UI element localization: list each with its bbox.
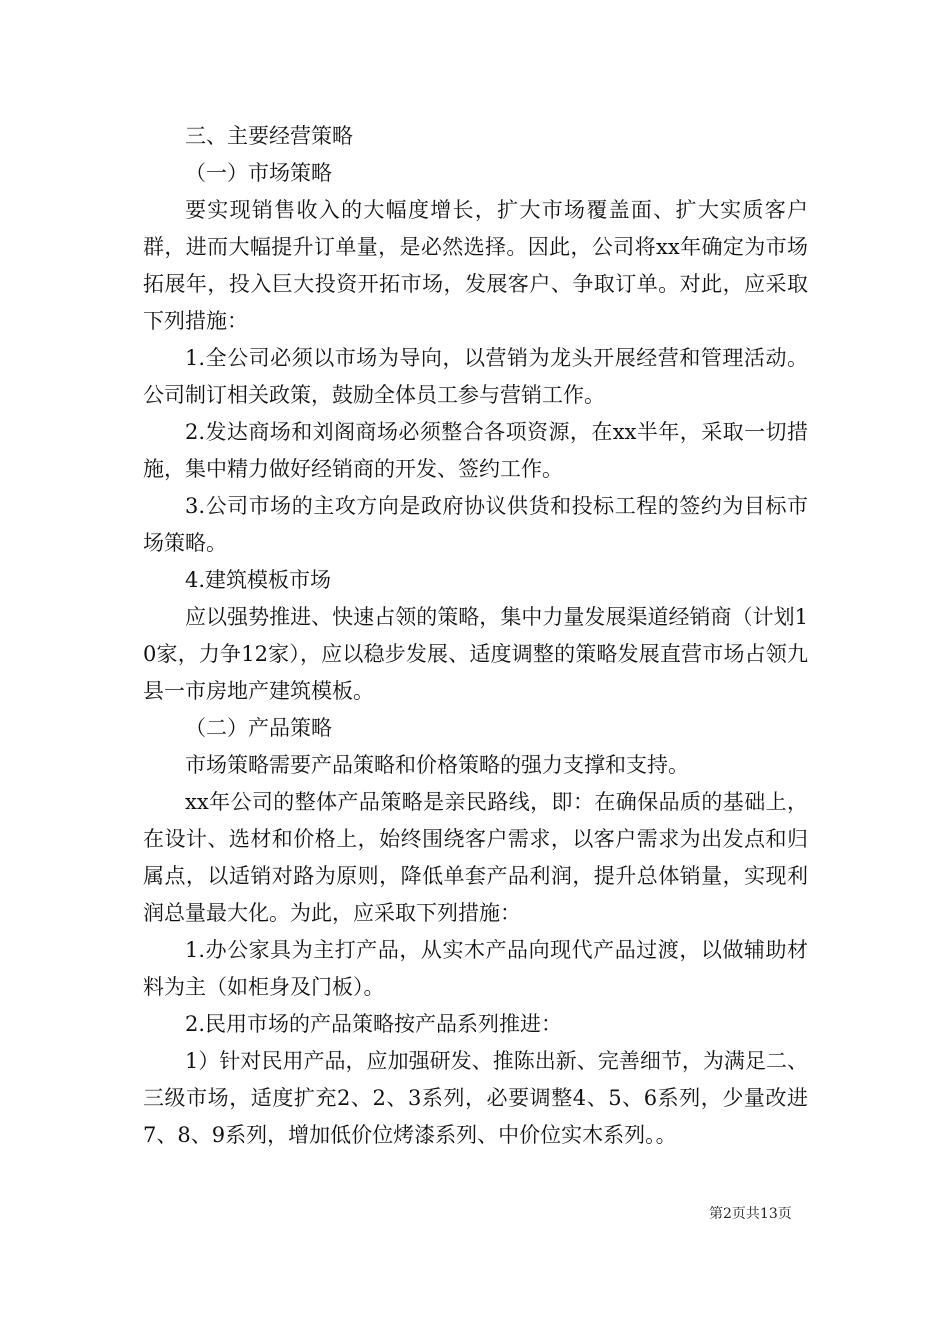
paragraph: 要实现销售收入的大幅度增长，扩大市场覆盖面、扩大实质客户群，进而大幅提升订单量，是必然选择。因此，公司将xx年确定为市场拓展年，投入巨大投资开拓市场，发展客户、争取订单。对此，应采取下列措施： xyxy=(143,198,808,333)
subsection-heading: （一）市场策略 xyxy=(185,161,332,185)
list-item: 1.办公家具为主打产品，从实木产品向现代产品过渡，以做辅助材料为主（如柜身及门板）。 xyxy=(143,938,808,999)
list-item: 1.全公司必须以市场为导向，以营销为龙头开展经营和管理活动。公司制订相关政策，鼓励全体员工参与营销工作。 xyxy=(143,346,808,407)
section-heading: 三、主要经营策略 xyxy=(185,124,353,148)
paragraph: 应以强势推进、快速占领的策略，集中力量发展渠道经销商（计划10家，力争12家），应以稳步发展、适度调整的策略发展直营市场占领九县一市房地产建筑模板。 xyxy=(143,605,808,703)
list-item: 2.发达商场和刘阁商场必须整合各项资源，在xx半年，采取一切措施，集中精力做好经销商的开发、签约工作。 xyxy=(143,420,808,481)
list-item: 4.建筑模板市场 xyxy=(185,568,332,592)
list-item: 3.公司市场的主攻方向是政府协议供货和投标工程的签约为目标市场策略。 xyxy=(143,494,808,555)
page-number: 第2页共13页 xyxy=(709,1206,792,1222)
list-item: 1）针对民用产品，应加强研发、推陈出新、完善细节，为满足二、三级市场，适度扩充2、2、3系列，必要调整4、5、6系列，少量改进7、8、9系列，增加低价位烤漆系列、中价位实木系列。。 xyxy=(143,1049,808,1147)
paragraph: xx年公司的整体产品策略是亲民路线，即：在确保品质的基础上，在设计、选材和价格上，始终围绕客户需求，以客户需求为出发点和归属点，以适销对路为原则，降低单套产品利润，提升总体销量，实现利润总量最大化。为此，应采取下列措施： xyxy=(143,790,808,925)
document-body xyxy=(143,118,808,1154)
subsection-heading: （二）产品策略 xyxy=(185,716,332,740)
paragraph: 市场策略需要产品策略和价格策略的强力支撑和支持。 xyxy=(185,753,689,777)
list-item: 2.民用市场的产品策略按产品系列推进： xyxy=(185,1012,563,1036)
